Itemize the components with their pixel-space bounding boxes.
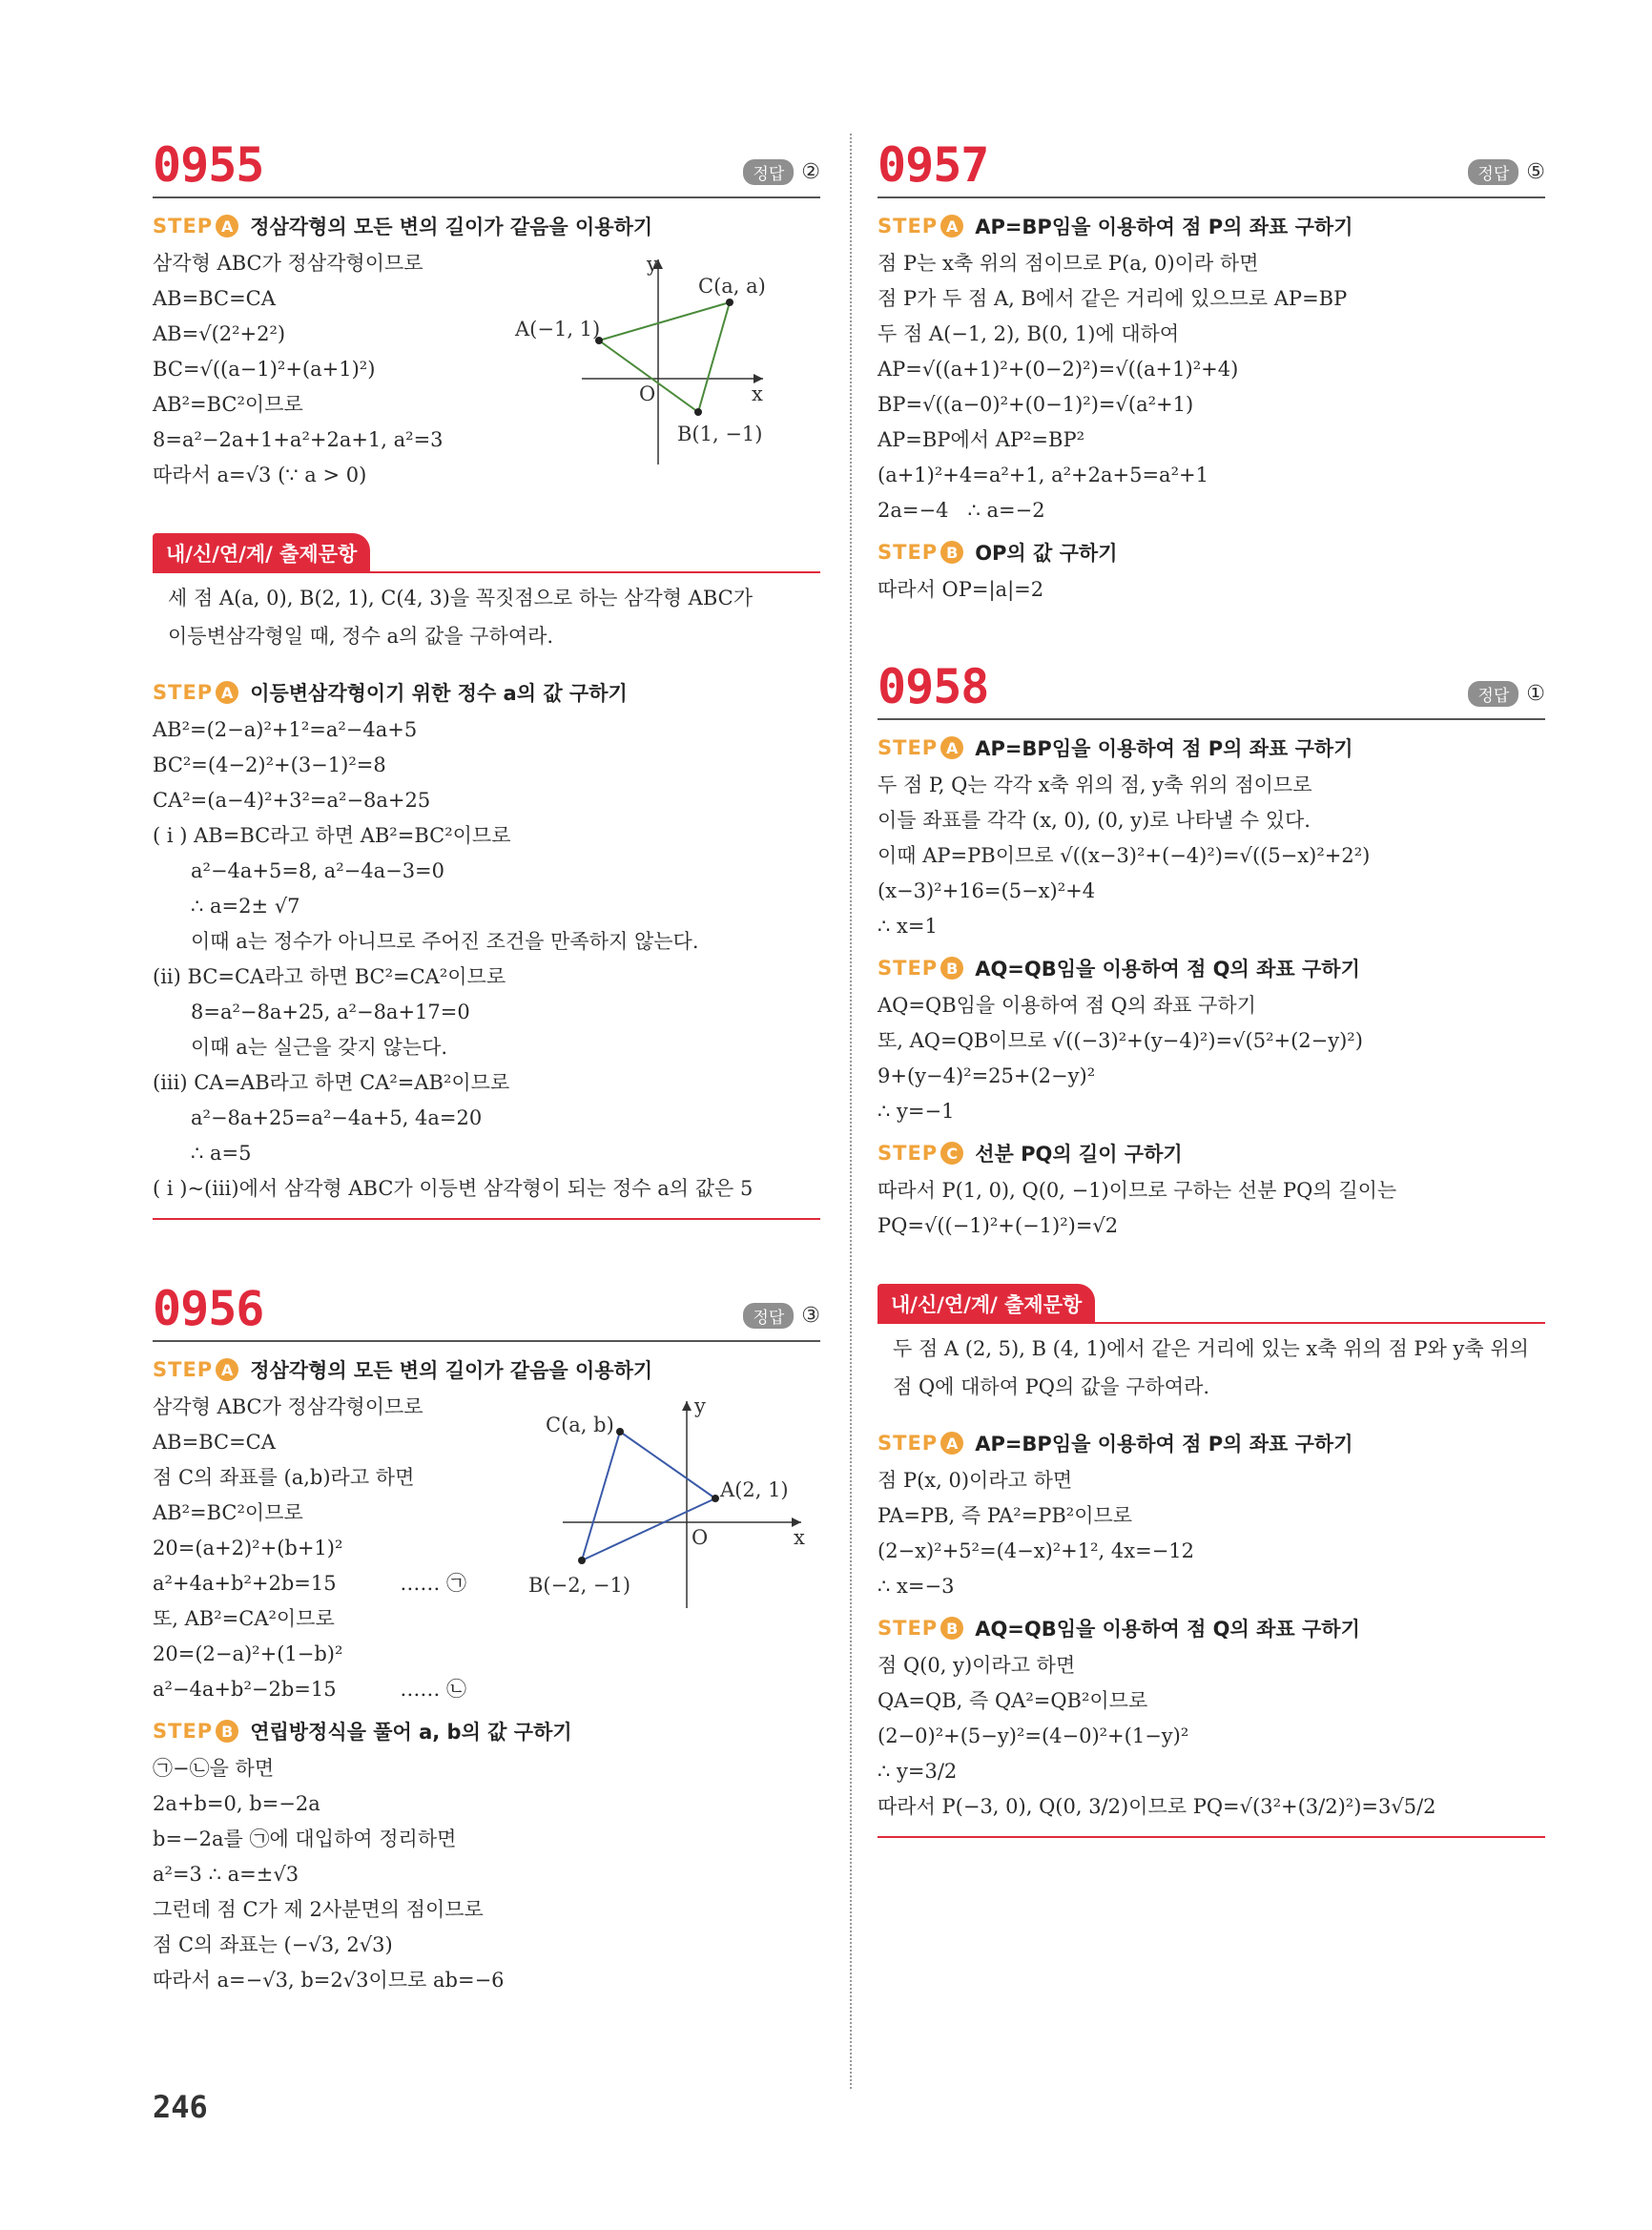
exam-bar — [878, 1282, 1545, 1324]
solution-line: 2a+b=0, b=−2a — [153, 1792, 320, 1815]
step-title: AQ=QB임을 이용하여 점 Q의 좌표 구하기 — [975, 1618, 1360, 1641]
solution-line: AB²=BC²이므로 — [153, 393, 303, 416]
solution-line: 점 P는 x축 위의 점이므로 P(a, 0)이라 하면 — [878, 252, 1259, 275]
solution-line: BC²=(4−2)²+(3−1)²=8 — [153, 754, 386, 776]
point-b-label: B(−2, −1) — [528, 1574, 631, 1597]
answer-badge — [1468, 159, 1545, 185]
step-word: STEP — [153, 1358, 214, 1381]
solution-line: ∴ a=2± √7 — [191, 895, 300, 918]
solution-line: 두 점 P, Q는 각각 x축 위의 점, y축 위의 점이므로 — [878, 774, 1312, 796]
solution-line: 9+(y−4)²=25+(2−y)² — [878, 1064, 1096, 1087]
exam-question-line: 이등변삼각형일 때, 정수 a의 값을 구하여라. — [168, 625, 554, 648]
solution-line: 이때 a는 정수가 아니므로 주어진 조건을 만족하지 않는다. — [191, 930, 699, 953]
solution-line: ∴ x=1 — [878, 915, 938, 938]
step-letter: A — [216, 681, 238, 704]
problem-header-0957 — [878, 134, 1545, 198]
left-column — [153, 134, 820, 1998]
step-lines — [878, 1463, 1545, 1604]
solution-line: (x−3)²+16=(5−x)²+4 — [878, 879, 1096, 902]
solution-line: 따라서 P(1, 0), Q(0, −1)이므로 구하는 선분 PQ의 길이는 — [878, 1179, 1397, 1202]
step-heading — [878, 1614, 1545, 1642]
step-heading — [878, 1429, 1545, 1457]
exam-problem-0958 — [878, 1282, 1545, 1838]
solution-0957 — [878, 212, 1545, 608]
step-title: 연립방정식을 풀어 a, b의 값 구하기 — [250, 1721, 572, 1744]
answer-tag: 정답 — [743, 159, 794, 185]
step-word: STEP — [878, 1617, 939, 1640]
step-letter: A — [940, 215, 963, 237]
answer-value: ⑤ — [1526, 160, 1545, 184]
section-end-rule — [878, 1836, 1545, 1838]
solution-line: 두 점 A(−1, 2), B(0, 1)에 대하여 — [878, 322, 1180, 345]
step-letter: A — [940, 1432, 963, 1455]
problem-header-0956 — [153, 1277, 820, 1342]
problem-number: 0957 — [878, 137, 989, 193]
step-heading — [153, 1717, 820, 1745]
axis-x-label: x — [752, 382, 763, 405]
answer-badge — [1468, 681, 1545, 707]
solution-line: AB²=(2−a)²+1²=a²−4a+5 — [153, 718, 418, 741]
exam-label: 내/신/연/계/ 출제문항 — [878, 1284, 1095, 1324]
step-title: AP=BP임을 이용하여 점 P의 좌표 구하기 — [975, 737, 1353, 760]
origin-label: O — [639, 382, 656, 405]
answer-tag: 정답 — [743, 1303, 794, 1329]
solution-line: AB=BC=CA — [153, 1431, 276, 1454]
step-word: STEP — [878, 736, 939, 759]
problem-number: 0955 — [153, 137, 264, 193]
step-title: 정삼각형의 모든 변의 길이가 같음을 이용하기 — [250, 216, 653, 238]
solution-line: AP=BP에서 AP²=BP² — [878, 428, 1084, 451]
solution-line: 따라서 P(−3, 0), Q(0, 3/2)이므로 PQ=√(3²+(3/2)²)=3√5/2 — [878, 1795, 1436, 1818]
exam-question — [878, 1324, 1545, 1419]
page-number: 246 — [153, 2089, 208, 2125]
problem-header-0955 — [153, 134, 820, 198]
solution-line: a²−4a+5=8, a²−4a−3=0 — [191, 859, 445, 882]
step-title: AP=BP임을 이용하여 점 P의 좌표 구하기 — [975, 1433, 1353, 1456]
solution-line: 8=a²−2a+1+a²+2a+1, a²=3 — [153, 428, 444, 451]
step-heading — [878, 212, 1545, 240]
step-title: 선분 PQ의 길이 구하기 — [975, 1143, 1183, 1166]
step-word: STEP — [878, 1142, 939, 1165]
solution-0958 — [878, 733, 1545, 1244]
step-heading — [878, 733, 1545, 762]
problem-number: 0958 — [878, 659, 989, 714]
triangle-graph-0955 — [515, 250, 801, 469]
step-lines — [878, 1173, 1545, 1244]
solution-line: 또, AB²=CA²이므로 — [153, 1607, 335, 1630]
right-column — [878, 134, 1545, 1838]
solution-line: 그런데 점 C가 제 2사분면의 점이므로 — [153, 1898, 484, 1921]
step-letter: B — [216, 1720, 238, 1743]
solution-line: 20=(2−a)²+(1−b)² — [153, 1642, 343, 1665]
exam-rule — [1095, 1322, 1545, 1324]
solution-line: ( i )~(iii)에서 삼각형 ABC가 이등변 삼각형이 되는 정수 a의 값은 5 — [153, 1177, 754, 1200]
solution-line: 점 P(x, 0)이라고 하면 — [878, 1469, 1073, 1492]
triangle-graph-0956 — [528, 1394, 820, 1613]
answer-badge — [743, 159, 820, 185]
step-letter: A — [216, 1358, 238, 1381]
solution-line: a²−8a+25=a²−4a+5, 4a=20 — [191, 1106, 483, 1129]
solution-line: 점 P가 두 점 A, B에서 같은 거리에 있으므로 AP=BP — [878, 287, 1348, 310]
solution-line: BP=√((a−0)²+(0−1)²)=√(a²+1) — [878, 393, 1194, 416]
exam-problem-0955 — [153, 531, 820, 1220]
solution-line: 점 Q(0, y)이라고 하면 — [878, 1654, 1076, 1677]
step-word: STEP — [878, 1432, 939, 1455]
step-letter: A — [216, 215, 238, 237]
point-a-label: A(−1, 1) — [515, 318, 601, 341]
solution-line: AB²=BC²이므로 — [153, 1501, 303, 1524]
solution-0956 — [153, 1355, 820, 1998]
step-heading — [878, 1139, 1545, 1167]
axis-y-label: y — [694, 1394, 706, 1417]
answer-value: ③ — [801, 1304, 820, 1328]
solution-line: 따라서 a=−√3, b=2√3이므로 ab=−6 — [153, 1969, 505, 1992]
step-heading — [153, 212, 820, 240]
solution-line: CA²=(a−4)²+3²=a²−8a+25 — [153, 789, 431, 812]
solution-line: 2a=−4 ∴ a=−2 — [878, 499, 1045, 522]
step-word: STEP — [878, 957, 939, 980]
step-title: OP의 값 구하기 — [975, 542, 1118, 565]
solution-line: 이때 a는 실근을 갖지 않는다. — [191, 1036, 448, 1059]
exam-question-line: 세 점 A(a, 0), B(2, 1), C(4, 3)을 꼭짓점으로 하는 삼각형 ABC가 — [168, 587, 754, 609]
solution-line: (a+1)²+4=a²+1, a²+2a+5=a²+1 — [878, 464, 1208, 486]
step-letter: C — [940, 1142, 963, 1165]
solution-line: 삼각형 ABC가 정삼각형이므로 — [153, 1395, 423, 1418]
step-title: AQ=QB임을 이용하여 점 Q의 좌표 구하기 — [975, 958, 1360, 981]
solution-line: (iii) CA=AB라고 하면 CA²=AB²이므로 — [153, 1071, 510, 1094]
solution-line: 이들 좌표를 각각 (x, 0), (0, y)로 나타낼 수 있다. — [878, 809, 1311, 832]
solution-line: ∴ y=3/2 — [878, 1760, 958, 1783]
axis-y-label: y — [647, 253, 658, 276]
solution-0955 — [153, 212, 820, 493]
solution-line: 따라서 OP=|a|=2 — [878, 578, 1044, 601]
step-letter: B — [940, 1617, 963, 1640]
solution-line: 삼각형 ABC가 정삼각형이므로 — [153, 252, 423, 275]
step-heading — [153, 1355, 820, 1384]
exam-question-line: 점 Q에 대하여 PQ의 값을 구하여라. — [893, 1375, 1210, 1398]
solution-line: 8=a²−8a+25, a²−8a+17=0 — [191, 1001, 470, 1023]
solution-line: ∴ a=5 — [191, 1142, 252, 1165]
solution-line: (2−x)²+5²=(4−x)²+1², 4x=−12 — [878, 1539, 1195, 1562]
column-divider — [850, 134, 852, 2089]
step-letter: B — [940, 541, 963, 564]
answer-value: ① — [1526, 682, 1545, 706]
step-lines — [878, 768, 1545, 944]
step-lines — [878, 1648, 1545, 1825]
answer-tag: 정답 — [1468, 681, 1518, 707]
step-heading — [878, 538, 1545, 567]
solution-line: (ii) BC=CA라고 하면 BC²=CA²이므로 — [153, 965, 506, 988]
step-word: STEP — [153, 681, 214, 704]
solution-line: BC=√((a−1)²+(a+1)²) — [153, 358, 376, 381]
solution-line: 점 C의 좌표를 (a,b)라고 하면 — [153, 1466, 415, 1489]
axis-x-label: x — [794, 1526, 805, 1549]
step-heading — [878, 954, 1545, 982]
answer-tag: 정답 — [1468, 159, 1518, 185]
solution-line: ∴ y=−1 — [878, 1100, 955, 1123]
solution-line: AB=√(2²+2²) — [153, 322, 286, 345]
solution-line: ㉠−㉡을 하면 — [153, 1757, 275, 1780]
step-word: STEP — [878, 215, 939, 237]
point-c-label: C(a, b) — [546, 1414, 614, 1436]
step-word: STEP — [153, 1720, 214, 1743]
exam-label: 내/신/연/계/ 출제문항 — [153, 533, 370, 573]
solution-line: 20=(a+2)²+(b+1)² — [153, 1537, 343, 1559]
solution-line: (2−0)²+(5−y)²=(4−0)²+(1−y)² — [878, 1724, 1189, 1747]
point-b-label: B(1, −1) — [677, 423, 763, 445]
solution-line: 이때 AP=PB이므로 √((x−3)²+(−4)²)=√((5−x)²+2²) — [878, 844, 1371, 867]
solution-line: ( i ) AB=BC라고 하면 AB²=BC²이므로 — [153, 824, 511, 847]
answer-badge — [743, 1303, 820, 1329]
step-title: 이등변삼각형이기 위한 정수 a의 값 구하기 — [250, 682, 628, 705]
origin-label: O — [692, 1526, 709, 1549]
solution-line: a²=3 ∴ a=±√3 — [153, 1863, 299, 1886]
step-lines — [153, 712, 820, 1207]
solution-line: 따라서 a=√3 (∵ a > 0) — [153, 464, 367, 486]
exam-question-line: 두 점 A (2, 5), B (4, 1)에서 같은 거리에 있는 x축 위의 점 P와 y축 위의 — [893, 1337, 1529, 1360]
step-lines — [878, 246, 1545, 528]
solution-line: AB=BC=CA — [153, 287, 276, 310]
problem-header-0958 — [878, 655, 1545, 720]
solution-line: 점 C의 좌표는 (−√3, 2√3) — [153, 1933, 393, 1956]
solution-line: b=−2a를 ㉠에 대입하여 정리하면 — [153, 1827, 457, 1850]
exam-bar — [153, 531, 820, 573]
solution-line: AP=√((a+1)²+(0−2)²)=√((a+1)²+4) — [878, 358, 1239, 381]
step-letter: A — [940, 736, 963, 759]
problem-number: 0956 — [153, 1281, 264, 1336]
solution-line: PQ=√((−1)²+(−1)²)=√2 — [878, 1214, 1119, 1237]
solution-line: a²−4a+b²−2b=15 …… ㉡ — [153, 1678, 467, 1701]
answer-value: ② — [801, 160, 820, 184]
solution-line: PA=PB, 즉 PA²=PB²이므로 — [878, 1504, 1133, 1527]
point-a-label: A(2, 1) — [720, 1478, 789, 1501]
solution-line: ∴ x=−3 — [878, 1575, 955, 1598]
step-title: AP=BP임을 이용하여 점 P의 좌표 구하기 — [975, 216, 1353, 238]
step-title: 정삼각형의 모든 변의 길이가 같음을 이용하기 — [250, 1359, 653, 1382]
section-end-rule — [153, 1218, 820, 1220]
step-letter: B — [940, 957, 963, 980]
solution-line: AQ=QB임을 이용하여 점 Q의 좌표 구하기 — [878, 994, 1256, 1017]
step-lines — [153, 1751, 820, 1998]
exam-rule — [370, 571, 820, 573]
point-c-label: C(a, a) — [698, 275, 766, 298]
exam-question — [153, 573, 820, 669]
step-word: STEP — [153, 215, 214, 237]
solution-line: 또, AQ=QB이므로 √((−3)²+(y−4)²)=√(5²+(2−y)²) — [878, 1029, 1363, 1052]
solution-line: a²+4a+b²+2b=15 …… ㉠ — [153, 1572, 467, 1595]
step-lines — [878, 988, 1545, 1129]
solution-line: QA=QB, 즉 QA²=QB²이므로 — [878, 1689, 1148, 1712]
step-heading — [153, 678, 820, 707]
step-word: STEP — [878, 541, 939, 564]
step-lines — [878, 572, 1545, 608]
